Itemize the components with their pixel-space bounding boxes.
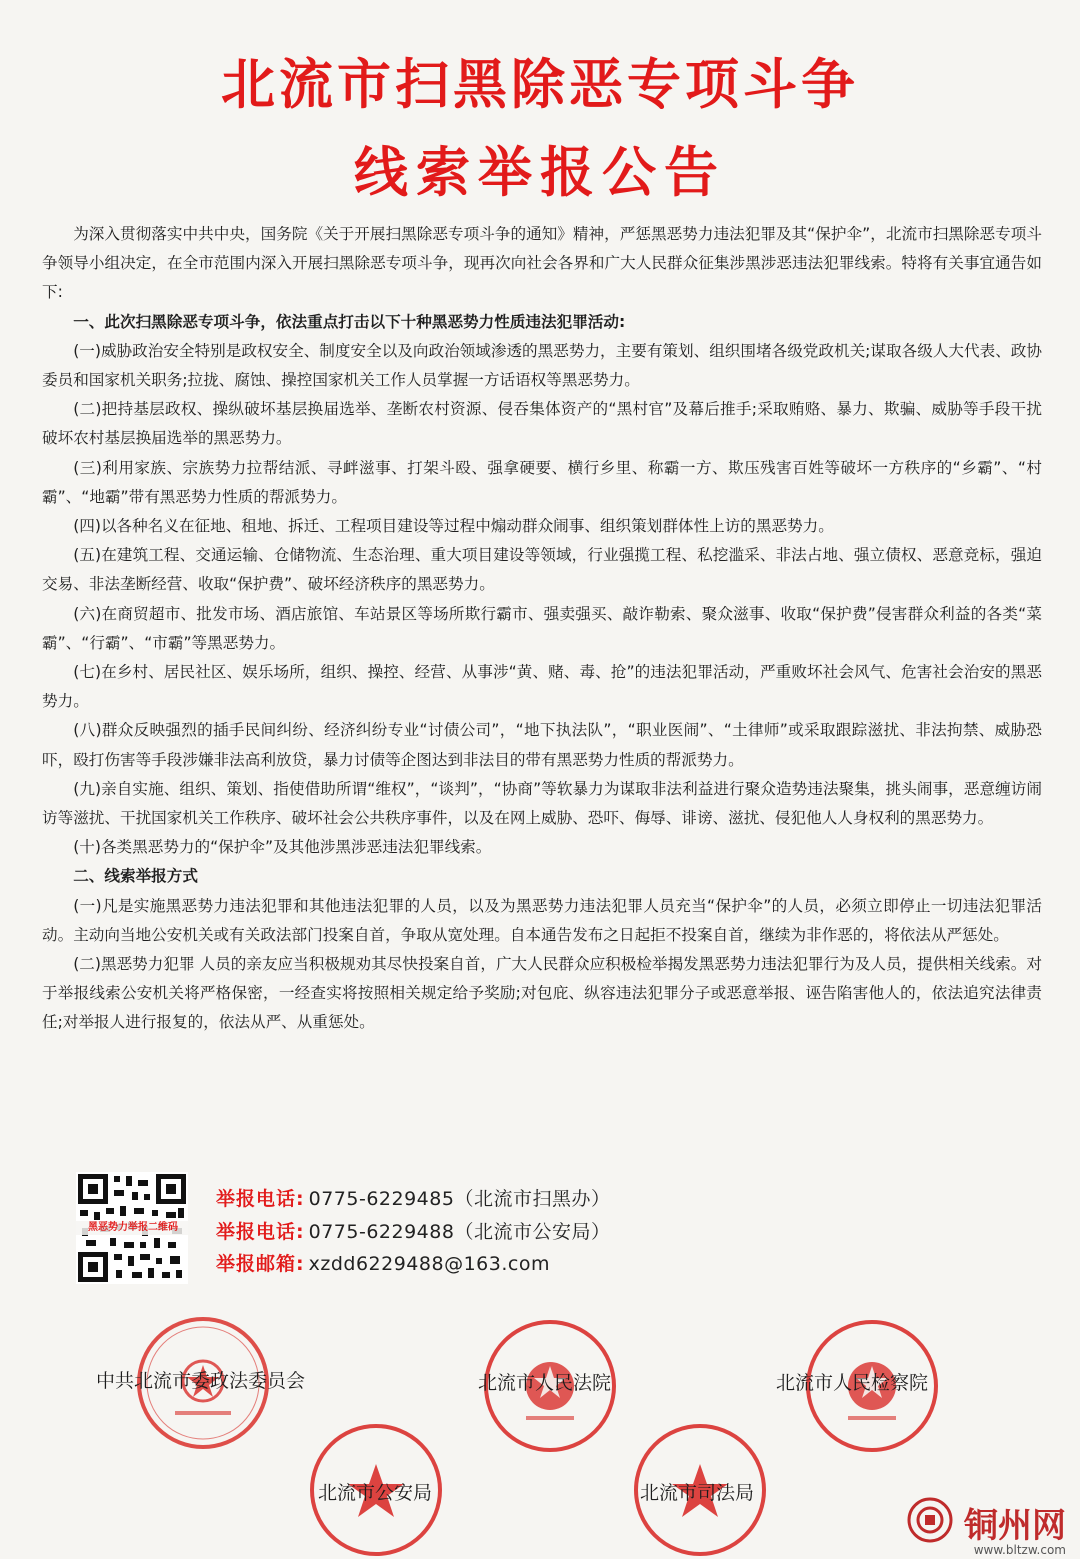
qr-code-label: 黑恶势力举报二维码 <box>60 1221 206 1235</box>
section1-item: (十)各类黑恶势力的“保护伞”及其他涉黑涉恶违法犯罪线索。 <box>73 838 492 857</box>
intro-paragraph: 为深入贯彻落实中共中央，国务院《关于开展扫黑除恶专项斗争的通知》精神，严惩黑恶势力违法犯罪及其“保护伞”，北流市扫黑除恶专项斗争领导小组决定，在全市范围内深入开展扫黑除恶专项斗争，现再次向社会各界和广大人民群众征集涉黑涉恶违法犯罪线索。特将有关事宜通告如下: <box>42 225 1042 302</box>
notice-body <box>42 220 1042 1038</box>
signature-org-1: 中共北流市委政法委员会 <box>96 1370 306 1392</box>
section1-item: (七)在乡村、居民社区、娱乐场所，组织、操控、经营、从事涉“黄、赌、毒、抢”的违法犯罪活动，严重败坏社会风气、危害社会治安的黑恶势力。 <box>42 663 1042 711</box>
section1-item: (三)利用家族、宗族势力拉帮结派、寻衅滋事、打架斗殴、强拿硬要、横行乡里、称霸一方、欺压残害百姓等破坏一方秩序的“乡霸”、“村霸”、“地霸”带有黑恶势力性质的帮派势力。 <box>42 458 1042 506</box>
page-title: 北流市扫黑除恶专项斗争 <box>221 53 859 116</box>
contact-email <box>216 1248 610 1281</box>
contact-label: 举报电话: <box>216 1188 305 1210</box>
watermark-url: www.bltzw.com <box>973 1543 1066 1557</box>
section1-item: (二)把持基层政权、操纵破坏基层换届选举、垄断农村资源、侵吞集体资产的“黑村官”及幕后推手;采取贿赂、暴力、欺骗、威胁等手段干扰破坏农村基层换届选举的黑恶势力。 <box>42 400 1042 448</box>
section1-item: (一)威胁政治安全特别是政权安全、制度安全以及向政治领域渗透的黑恶势力，主要有策划、组织围堵各级党政机关;谋取各级人大代表、政协委员和国家机关职务;拉拢、腐蚀、操控国家机关工作人员掌握一方话语权等黑恶势力。 <box>42 341 1042 390</box>
section2-item: (二)黑恶势力犯罪 人员的亲友应当积极规劝其尽快投案自首，广大人民群众应积极检举揭发黑恶势力违法犯罪行为及人员，提供相关线索。对于举报线索公安机关将严格保密，一经查实将按照相关规定给予奖励;对包庇、纵容违法犯罪分子或恶意举报、诬告陷害他人的，依法追究法律责任;对举报人进行报复的，依法从严、从重惩处。 <box>42 955 1042 1032</box>
signature-org-5: 北流市司法局 <box>640 1482 755 1504</box>
contact-phone-1 <box>216 1183 610 1216</box>
watermark-name: 铜州网 <box>964 1505 1066 1546</box>
contact-value: 0775-6229485（北流市扫黑办） <box>308 1188 611 1210</box>
contact-block <box>216 1183 610 1281</box>
section1-item: (九)亲自实施、组织、策划、指使借助所谓“维权”，“谈判”，“协商”等软暴力为谋取非法利益进行聚众造势违法聚集，挑头闹事，恶意缠访闹访等滋扰、干扰国家机关工作秩序、破坏社会公共秩序事件，以及在网上威胁、恐吓、侮辱、诽谤、滋扰、侵犯他人人身权利的黑恶势力。 <box>42 779 1042 828</box>
contact-value: xzdd6229488@163.com <box>308 1253 550 1275</box>
section1-item: (八)群众反映强烈的插手民间纠纷、经济纠纷专业“讨债公司”，“地下执法队”，“职业医闹”、“土律师”或采取跟踪滋扰、非法拘禁、威胁恐吓，殴打伤害等手段涉嫌非法高利放贷，暴力讨债等企图达到非法目的带有黑恶势力性质的帮派势力。 <box>42 721 1042 769</box>
contact-label: 举报电话: <box>216 1220 305 1243</box>
watermark-logo-icon <box>907 1497 953 1547</box>
contact-phone-2 <box>216 1216 610 1249</box>
section2-heading: 二、线索举报方式 <box>73 867 198 886</box>
signature-org-2: 北流市人民法院 <box>478 1372 612 1394</box>
section1-heading: 一、此次扫黑除恶专项斗争，依法重点打击以下十种黑恶势力性质违法犯罪活动: <box>73 312 626 331</box>
signature-org-3: 北流市人民检察院 <box>776 1372 929 1394</box>
contact-label: 举报邮箱: <box>216 1253 305 1275</box>
contact-value: 0775-6229488（北流市公安局） <box>308 1220 611 1243</box>
section1-item: (六)在商贸超市、批发市场、酒店旅馆、车站景区等场所欺行霸市、强卖强买、敲诈勒索、聚众滋事、收取“保护费”侵害群众利益的各类“菜霸”、“行霸”、“市霸”等黑恶势力。 <box>42 604 1042 652</box>
signature-org-4: 北流市公安局 <box>318 1482 433 1504</box>
section1-item: (五)在建筑工程、交通运输、仓储物流、生态治理、重大项目建设等领域，行业强揽工程、私挖滥采、非法占地、强立债权、恶意竞标，强迫交易、非法垄断经营、收取“保护费”、破坏经济秩序的黑恶势力。 <box>42 546 1042 594</box>
page-subtitle: 线索举报公告 <box>354 141 726 204</box>
site-watermark <box>907 1497 1066 1557</box>
section2-item: (一)凡是实施黑恶势力违法犯罪和其他违法犯罪的人员，以及为黑恶势力违法犯罪人员充当“保护伞”的人员，必须立即停止一切违法犯罪活动。主动向当地公安机关或有关政法部门投案自首，争取从宽处理。自本通告发布之日起拒不投案自首，继续为非作恶的，将依法从严惩处。 <box>42 896 1042 944</box>
section1-item: (四)以各种名义在征地、租地、拆迁、工程项目建设等过程中煽动群众闹事、组织策划群体性上访的黑恶势力。 <box>73 517 834 536</box>
